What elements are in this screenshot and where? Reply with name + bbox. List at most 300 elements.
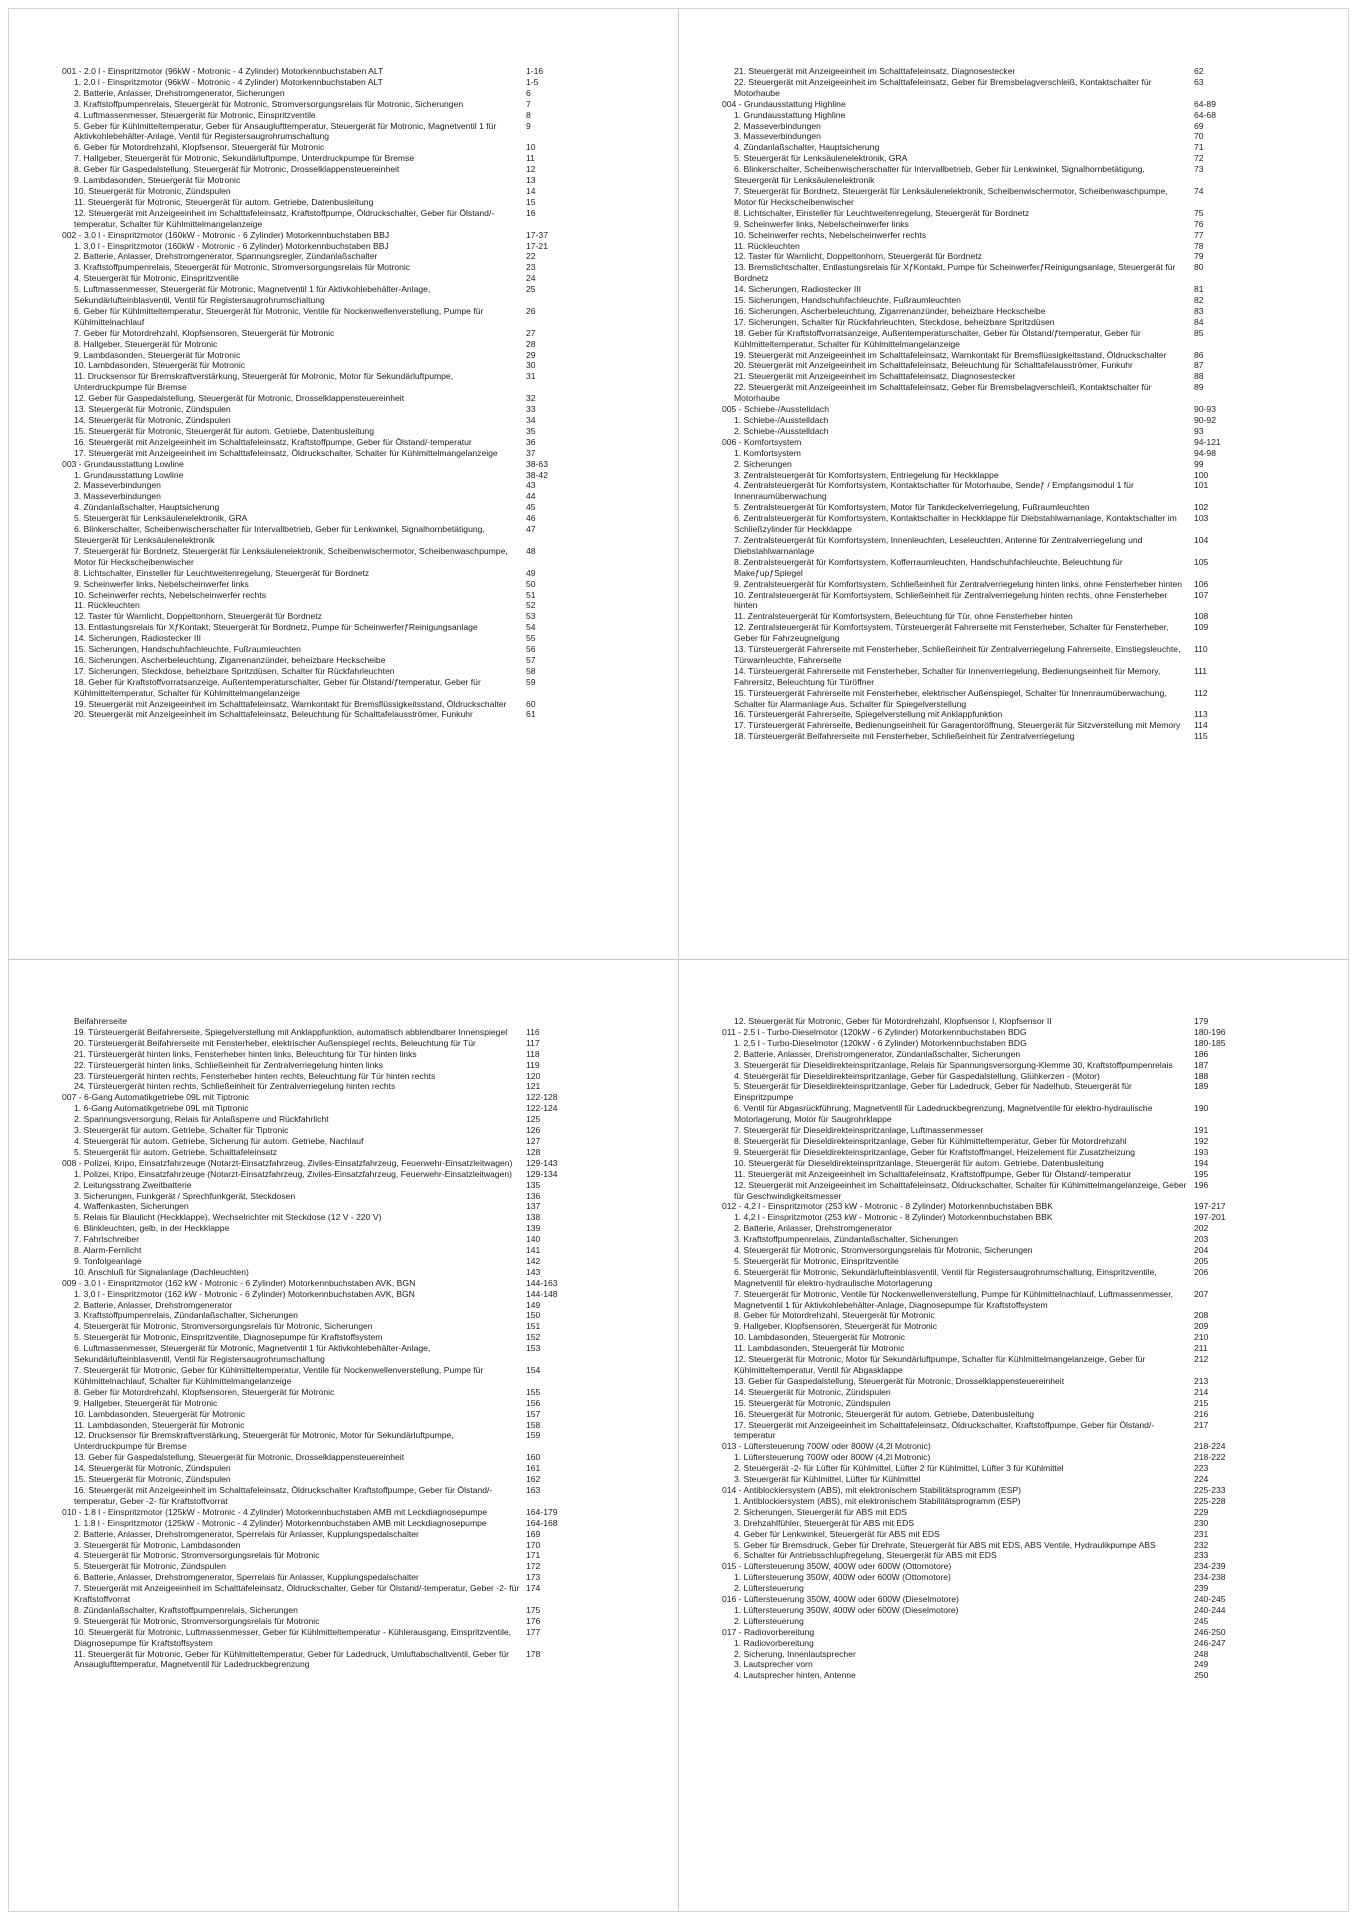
toc-entry-page: 111	[1194, 665, 1208, 676]
toc-entry-title: 1. 2.0 l - Einspritzmotor (96kW - Motronic - 4 Zylinder) Motorkennbuchstaben ALT	[74, 76, 383, 87]
toc-entry-title: 6. Luftmassenmesser, Steuergerät für Motronic, Magnetventil 1 für Aktivkohlebehälter-Anlage, Sekundärlufteinblasventil, Ventil für Registersaugrohrumschaltung	[74, 1343, 431, 1365]
toc-entry-page: 160	[526, 1452, 541, 1463]
toc-entry	[62, 241, 632, 252]
toc-entry	[722, 153, 1300, 164]
toc-entry-title: 9. Scheinwerfer links, Nebelscheinwerfer links	[74, 578, 249, 589]
toc-entry	[62, 328, 632, 339]
toc-entry	[62, 1463, 632, 1474]
toc-column-top-right	[722, 66, 1300, 916]
toc-entry	[62, 1343, 632, 1365]
toc-entry-title: 6. Geber für Motordrehzahl, Klopfsensor, Steuergerät für Motronic	[74, 142, 325, 153]
toc-entry	[722, 1659, 1300, 1670]
toc-entry-page: 84	[1194, 316, 1204, 327]
toc-entry-page: 31	[526, 371, 536, 382]
toc-entry	[722, 208, 1300, 219]
toc-entry-page: 15	[526, 196, 536, 207]
toc-entry-title: 002 - 3,0 l - Einspritzmotor (160kW - Motronic - 6 Zylinder) Motorkennbuchstaben BBJ	[62, 229, 390, 240]
toc-entry-title: 1. Grundausstattung Lowline	[74, 469, 184, 480]
toc-entry-title: 1. 3,0 l - Einspritzmotor (160kW - Motronic - 6 Zylinder) Motorkennbuchstaben BBJ	[74, 240, 389, 251]
toc-entry-page: 189	[1194, 1081, 1209, 1092]
toc-entry-page: 47	[526, 524, 536, 535]
toc-entry	[722, 720, 1300, 731]
toc-entry	[722, 1321, 1300, 1332]
toc-entry-title: 6. Blinkerschalter, Scheibenwischerschalter für Intervallbetrieb, Geber für Lenkwinkel, Signalhornbetätigung, Steuergerät für Lenksäulenelektronik	[74, 524, 485, 545]
toc-entry-page: 36	[526, 436, 536, 447]
toc-column-bottom-right	[722, 1016, 1300, 1896]
toc-entry-title: 6. Blinkleuchten, gelb, in der Heckklappe	[74, 1223, 230, 1234]
toc-entry-title: 16. Sicherungen, Ascherbeleuchtung, Zigarrenanzünder, beheizbare Heckscheibe	[734, 305, 1046, 316]
toc-entry-page: 76	[1194, 218, 1204, 229]
toc-entry	[62, 590, 632, 601]
toc-section	[62, 230, 632, 241]
toc-entry	[62, 360, 632, 371]
toc-entry-page: 159	[526, 1430, 541, 1441]
toc-entry-title: 19. Türsteuergerät Beifahrerseite, Spiegelverstellung mit Anklappfunktion, automatisch abblendbarer Innenspiegel	[74, 1026, 508, 1037]
toc-entry-page: 10	[526, 142, 536, 153]
toc-column-bottom-left	[62, 1016, 632, 1896]
toc-entry	[722, 1289, 1300, 1311]
toc-entry	[722, 1540, 1300, 1551]
toc-entry	[722, 1420, 1300, 1442]
toc-entry	[722, 1496, 1300, 1507]
toc-entry-page: 74	[1194, 185, 1204, 196]
toc-entry-page: 119	[526, 1059, 540, 1070]
toc-entry-page: 1-5	[526, 76, 539, 87]
toc-entry-title: 2. Masseverbindungen	[734, 120, 821, 131]
toc-entry-page: 46	[526, 513, 536, 524]
toc-entry	[62, 1420, 632, 1431]
toc-entry	[722, 1474, 1300, 1485]
toc-entry-title: 3. Masseverbindungen	[74, 491, 161, 502]
toc-entry-title: 005 - Schiebe-/Ausstelldach	[722, 404, 830, 415]
toc-entry-title: 4. Zentralsteuergerät für Komfortsystem, Kontaktschalter für Motorhaube, Sendeƒ / Empfangsmodul 1 für Innenraumüberwachung	[734, 480, 1134, 502]
toc-entry	[62, 502, 632, 513]
toc-entry-title: 13. Geber für Gaspedalstellung, Steuergerät für Motronic, Drosselklappensteuereinheit	[734, 1375, 1065, 1386]
toc-entry-title: 15. Steuergerät für Motronic, Zündspulen	[734, 1397, 891, 1408]
toc-entry	[722, 1103, 1300, 1125]
toc-entry-title: 8. Alarm-Fernlicht	[74, 1245, 142, 1256]
toc-entry-title: 8. Geber für Motordrehzahl, Steuergerät für Motronic	[734, 1310, 935, 1321]
toc-entry	[62, 1365, 632, 1387]
toc-entry-title: 10. Lambdasonden, Steuergerät für Motronic	[74, 1408, 246, 1419]
toc-entry	[62, 1049, 632, 1060]
toc-entry-title: 22. Türsteuergerät hinten links, Schließeinheit für Zentralverriegelung hinten links	[74, 1059, 383, 1070]
toc-entry	[722, 1518, 1300, 1529]
toc-entry-page: 54	[526, 622, 536, 633]
toc-entry-title: 3. Steuergerät für autom. Getriebe, Schalter für Tiptronic	[74, 1125, 289, 1136]
toc-entry-page: 210	[1194, 1332, 1209, 1343]
toc-entry	[62, 1321, 632, 1332]
toc-entry-title: 4. Geber für Lenkwinkel, Steuergerät für ABS mit EDS	[734, 1528, 940, 1539]
toc-entry-page: 117	[526, 1037, 540, 1048]
toc-entry-page: 153	[526, 1343, 541, 1354]
toc-entry-title: 3. Kraftstoffpumpenrelais, Steuergerät für Motronic, Stromversorgungsrelais für Motronic	[74, 262, 411, 273]
toc-entry	[62, 77, 632, 88]
toc-entry-page: 17-21	[526, 240, 548, 251]
toc-entry-title: 5. Steuergerät für Lenksäulenelektronik, GRA	[734, 153, 908, 164]
toc-entry	[62, 1649, 632, 1671]
toc-entry	[62, 513, 632, 524]
horizontal-divider	[8, 959, 1349, 960]
toc-entry	[722, 1550, 1300, 1561]
toc-entry-title: 10. Anschluß für Signalanlage (Dachleuchten)	[74, 1266, 249, 1277]
toc-entry-title: 1. Grundausstattung Highline	[734, 109, 846, 120]
toc-entry	[722, 1071, 1300, 1082]
toc-entry-title: 1. 3,0 l - Einspritzmotor (162 kW - Motronic - 6 Zylinder) Motorkennbuchstaben AVK, BGN	[74, 1288, 415, 1299]
toc-entry-title: 4. Waffenkasten, Sicherungen	[74, 1201, 189, 1212]
toc-entry	[62, 1289, 632, 1300]
toc-entry-page: 141	[526, 1245, 541, 1256]
toc-entry	[722, 1049, 1300, 1060]
toc-entry-page: 94-98	[1194, 447, 1216, 458]
toc-entry-title: 2. Lüftersteuerung	[734, 1615, 804, 1626]
toc-entry-page: 150	[526, 1310, 541, 1321]
toc-entry-page: 115	[1194, 731, 1208, 742]
toc-entry-title: 15. Sicherungen, Handschuhfachleuchte, Fußraumleuchten	[734, 295, 961, 306]
toc-entry-title: 3. Steuergerät für Dieseldirekteinspritzanlage, Relais für Spannungsversorgung-Klemme 30, Kraftstoffpumpenrelais	[734, 1059, 1173, 1070]
toc-entry-title: 2. Batterie, Anlasser, Drehstromgenerator, Zündanlaßschalter, Sicherungen	[734, 1048, 1021, 1059]
toc-entry-page: 16	[526, 207, 536, 218]
toc-entry	[62, 1180, 632, 1191]
toc-section	[62, 1507, 632, 1518]
toc-entry-title: 8. Zündanlaßschalter, Kraftstoffpumpenrelais, Sicherungen	[74, 1604, 298, 1615]
toc-section	[62, 1092, 632, 1103]
toc-section	[722, 437, 1300, 448]
toc-entry-page: 171	[526, 1550, 541, 1561]
toc-entry	[722, 1409, 1300, 1420]
toc-entry-title: 009 - 3,0 l - Einspritzmotor (162 kW - Motronic - 6 Zylinder) Motorkennbuchstaben AVK, BGN	[62, 1277, 416, 1288]
toc-entry-title: 1. Lüftersteuerung 700W oder 800W (4,2l Motronic)	[734, 1452, 931, 1463]
toc-entry	[62, 1518, 632, 1529]
toc-entry	[722, 121, 1300, 132]
toc-column-top-left	[62, 66, 632, 916]
toc-entry	[62, 1310, 632, 1321]
toc-entry-page: 215	[1194, 1397, 1209, 1408]
toc-entry-page: 48	[526, 545, 536, 556]
toc-entry-page: 106	[1194, 578, 1209, 589]
toc-entry-title: 4. Steuergerät für Motronic, Stromversorgungsrelais für Motronic	[74, 1550, 320, 1561]
toc-entry-page: 232	[1194, 1539, 1209, 1550]
toc-entry-title: 016 - Lüftersteuerung 350W, 400W oder 600W (Dieselmotore)	[722, 1594, 959, 1605]
toc-entry	[62, 1191, 632, 1202]
toc-entry	[62, 197, 632, 208]
toc-entry	[722, 1223, 1300, 1234]
toc-entry-title: 001 - 2.0 l - Einspritzmotor (96kW - Motronic - 4 Zylinder) Motorkennbuchstaben ALT	[62, 66, 384, 76]
toc-entry	[62, 1398, 632, 1409]
toc-entry-title: 13. Geber für Gaspedalstellung, Steuergerät für Motronic, Drosselklappensteuereinheit	[74, 1452, 405, 1463]
toc-entry-title: 10. Scheinwerfer rechts, Nebelscheinwerfer rechts	[74, 589, 267, 600]
toc-entry-page: 249	[1194, 1659, 1209, 1670]
toc-entry-title: 7. Geber für Motordrehzahl, Klopfsensoren, Steuergerät für Motronic	[74, 327, 335, 338]
toc-entry-title: 7. Hallgeber, Steuergerät für Motronic, Sekundärluftpumpe, Unterdruckpumpe für Bremse	[74, 153, 415, 164]
toc-entry-title: 6. Schalter für Antriebsschlupfregelung, Steuergerät für ABS mit EDS	[734, 1550, 997, 1561]
toc-entry	[62, 1300, 632, 1311]
toc-entry-title: 17. Steuergerät mit Anzeigeeinheit im Schalttafeleinsatz, Öldruckschalter, Schalter für Kühlmittelmangelanzeige	[74, 447, 498, 458]
toc-entry-title: 1. Lüftersteuerung 350W, 400W oder 600W (Dieselmotore)	[734, 1604, 959, 1615]
toc-entry-title: 17. Sicherungen, Steckdose, beheizbare Spritzdüsen, Schalter für Rückfahrleuchten	[74, 665, 395, 676]
toc-entry-title: 2. Batterie, Anlasser, Drehstromgenerator	[74, 1299, 233, 1310]
toc-entry-page: 218-222	[1194, 1452, 1226, 1463]
toc-entry-title: 7. Steuergerät für Bordnetz, Steuergerät für Lenksäulenelektronik, Scheibenwischermotor, Scheibenwaschpumpe, Motor für Heckscheibenwischer	[734, 185, 1168, 207]
toc-entry	[722, 557, 1300, 579]
toc-entry	[62, 99, 632, 110]
toc-entry	[722, 709, 1300, 720]
toc-entry-page: 85	[1194, 327, 1204, 338]
toc-entry-title: 15. Steuergerät für Motronic, Zündspulen	[74, 1474, 231, 1485]
toc-entry-page: 57	[526, 654, 536, 665]
toc-entry-title: 5. Steuergerät für autom. Getriebe, Schalttafeleinsatz	[74, 1146, 278, 1157]
toc-entry-title: 4. Steuergerät für Motronic, Einspritzventile	[74, 273, 239, 284]
toc-entry	[62, 153, 632, 164]
toc-entry-page: 202	[1194, 1223, 1209, 1234]
toc-entry	[62, 415, 632, 426]
toc-entry-page: 49	[526, 567, 536, 578]
toc-entry-page: 60	[526, 698, 536, 709]
toc-entry-page: 14	[526, 185, 536, 196]
toc-entry	[722, 241, 1300, 252]
toc-entry-page: 9	[526, 120, 531, 131]
toc-entry-page: 180-196	[1194, 1026, 1226, 1037]
toc-entry-title: 3. Lautsprecher vorn	[734, 1659, 813, 1670]
toc-entry-page: 26	[526, 305, 536, 316]
toc-entry	[62, 1027, 632, 1038]
toc-entry-page: 38-42	[526, 469, 548, 480]
toc-entry-page: 234-239	[1194, 1561, 1226, 1572]
toc-entry	[722, 1038, 1300, 1049]
toc-entry-page: 81	[1194, 284, 1204, 295]
toc-entry	[722, 371, 1300, 382]
toc-entry-page: 128	[526, 1146, 541, 1157]
toc-entry-title: 21. Steuergerät mit Anzeigeeinheit im Schalttafeleinsatz, Diagnosestecker	[734, 371, 1016, 382]
toc-entry	[62, 644, 632, 655]
toc-entry-page: 246-247	[1194, 1637, 1226, 1648]
toc-entry	[722, 1398, 1300, 1409]
toc-entry-page: 86	[1194, 349, 1204, 360]
toc-entry	[722, 1147, 1300, 1158]
toc-entry-title: 11. Lambdasonden, Steuergerät für Motronic	[734, 1343, 905, 1354]
toc-entry	[722, 77, 1300, 99]
toc-entry-page: 223	[1194, 1463, 1209, 1474]
toc-entry-title: 2. Sicherung, Innenlautsprecher	[734, 1648, 856, 1659]
toc-entry-page: 8	[526, 109, 531, 120]
toc-entry-page: 109	[1194, 622, 1209, 633]
toc-entry-page: 108	[1194, 611, 1209, 622]
toc-entry-title: 6. Geber für Kühlmitteltemperatur, Steuergerät für Motronic, Ventile für Nockenwellenverstellung, Pumpe für Kühlmittelnachlauf	[74, 305, 484, 327]
toc-entry-page: 107	[1194, 589, 1209, 600]
toc-entry-title: 1. Lüftersteuerung 350W, 400W oder 600W (Ottomotore)	[734, 1572, 951, 1583]
toc-entry-page: 246-250	[1194, 1626, 1226, 1637]
toc-entry	[722, 502, 1300, 513]
toc-entry	[722, 1267, 1300, 1289]
toc-entry-page: 152	[526, 1332, 541, 1343]
toc-entry-page: 212	[1194, 1354, 1209, 1365]
toc-entry-title: 4. Steuergerät für autom. Getriebe, Sicherung für autom. Getriebe, Nachlauf	[74, 1135, 364, 1146]
toc-entry	[722, 1332, 1300, 1343]
toc-entry-title: 12. Taster für Warnlicht, Doppeltonhorn, Steuergerät für Bordnetz	[734, 251, 982, 262]
toc-entry-page: 178	[526, 1648, 541, 1659]
toc-entry-title: 008 - Polizei, Kripo, Einsatzfahrzeuge (Notarzt-Einsatzfahrzeug, Ziviles-Einsatzfahrzeug, Feuerwehr-Einsatzleitwagen)	[62, 1157, 513, 1168]
toc-entry-page: 104	[1194, 534, 1209, 545]
toc-entry-title: 14. Steuergerät für Motronic, Zündspulen	[734, 1386, 891, 1397]
toc-entry	[722, 317, 1300, 328]
toc-entry-page: 186	[1194, 1048, 1209, 1059]
toc-entry-page: 140	[526, 1234, 541, 1245]
toc-entry-title: 20. Steuergerät mit Anzeigeeinheit im Schalttafeleinsatz, Beleuchtung für Schalttafelausströmer, Funkuhr	[734, 360, 1133, 371]
toc-entry-page: 206	[1194, 1266, 1209, 1277]
toc-entry-title: 013 - Lüftersteuerung 700W oder 800W (4,2l Motronic)	[722, 1441, 931, 1452]
toc-entry-title: 1. 1.8 l - Einspritzmotor (125kW - Motronic - 4 Zylinder) Motorkennbuchstaben AMB mit Leckdiagnosepumpe	[74, 1517, 487, 1528]
toc-entry-title: 2. Schiebe-/Ausstelldach	[734, 425, 829, 436]
toc-entry-title: 1. 6-Gang Automatikgetriebe 09L mit Tiptronic	[74, 1103, 249, 1114]
toc-entry	[722, 1060, 1300, 1071]
toc-entry	[722, 1256, 1300, 1267]
toc-entry-title: 16. Sicherungen, Ascherbeleuchtung, Zigarrenanzünder, beheizbare Heckscheibe	[74, 654, 386, 665]
toc-entry-title: 9. Hallgeber, Steuergerät für Motronic	[74, 1397, 218, 1408]
toc-entry	[722, 1376, 1300, 1387]
toc-entry-page: 64-89	[1194, 98, 1216, 109]
toc-entry-page: 157	[526, 1408, 541, 1419]
toc-entry-title: 12. Steuergerät für Motronic, Motor für Sekundärluftpumpe, Schalter für Kühlmittelmangelanzeige, Geber für Kühlmitteltemperatur, Ventil für Abgasklappe	[734, 1354, 1146, 1375]
toc-entry-page: 35	[526, 425, 536, 436]
toc-entry-title: 11. Zentralsteuergerät für Komfortsystem, Beleuchtung für Tür, ohne Fensterheber hinten	[734, 611, 1073, 622]
toc-entry	[722, 262, 1300, 284]
toc-entry	[62, 1136, 632, 1147]
toc-entry-page: 196	[1194, 1179, 1209, 1190]
toc-entry-page: 62	[1194, 66, 1204, 76]
toc-entry-page: 211	[1194, 1343, 1208, 1354]
toc-entry	[722, 1234, 1300, 1245]
toc-entry-page: 240-245	[1194, 1594, 1226, 1605]
toc-entry	[722, 513, 1300, 535]
toc-entry-page: 240-244	[1194, 1604, 1226, 1615]
toc-entry	[722, 360, 1300, 371]
toc-entry-page: 25	[526, 284, 536, 295]
toc-entry	[722, 1670, 1300, 1681]
toc-entry-page: 17-37	[526, 229, 548, 240]
toc-entry-page: 79	[1194, 251, 1204, 262]
toc-entry	[62, 633, 632, 644]
toc-section	[722, 99, 1300, 110]
toc-entry-page: 162	[526, 1474, 541, 1485]
toc-entry	[62, 568, 632, 579]
toc-entry	[722, 306, 1300, 317]
toc-entry-page: 174	[526, 1583, 541, 1594]
toc-entry-title: 24. Türsteuergerät hinten rechts, Schließeinheit für Zentralverriegelung hinten rechts	[74, 1081, 396, 1092]
toc-entry	[722, 1354, 1300, 1376]
toc-section	[722, 1627, 1300, 1638]
toc-entry	[722, 535, 1300, 557]
toc-entry-page: 225-233	[1194, 1484, 1226, 1495]
toc-entry	[722, 480, 1300, 502]
toc-entry-page: 11	[526, 153, 535, 164]
toc-entry-page: 51	[526, 589, 536, 600]
toc-entry-title: 8. Zentralsteuergerät für Komfortsystem, Kofferraumleuchten, Handschuhfachleuchte, Beleuchtung für MakeƒupƒSpiegel	[734, 556, 1123, 578]
toc-entry	[722, 1649, 1300, 1660]
toc-entry-title: 2. Leitungsstrang Zweitbatterie	[74, 1179, 192, 1190]
toc-entry	[722, 448, 1300, 459]
toc-entry-title: 4. Luftmassenmesser, Steuergerät für Motronic, Einspritzventile	[74, 109, 316, 120]
toc-entry-title: 22. Steuergerät mit Anzeigeeinheit im Schalttafeleinsatz, Geber für Bremsbelagverschleiß, Kontaktschalter für Motorhaube	[734, 382, 1152, 404]
toc-entry-page: 180-185	[1194, 1037, 1226, 1048]
toc-entry	[722, 1507, 1300, 1518]
toc-entry-page: 112	[1194, 687, 1208, 698]
toc-entry-page: 59	[526, 676, 536, 687]
toc-entry-title: 12. Taster für Warnlicht, Doppeltonhorn, Steuergerät für Bordnetz	[74, 611, 322, 622]
toc-entry	[62, 175, 632, 186]
toc-entry-page: 139	[526, 1223, 541, 1234]
toc-entry	[722, 186, 1300, 208]
toc-entry	[722, 1387, 1300, 1398]
toc-entry-title: 18. Türsteuergerät Beifahrerseite mit Fensterheber, Schließeinheit für Zentralverriegelung	[734, 731, 1075, 742]
toc-entry-title: 9. Tonfolgeanlage	[74, 1255, 142, 1266]
toc-entry-page: 190	[1194, 1103, 1209, 1114]
toc-entry-title: 10. Scheinwerfer rechts, Nebelscheinwerfer rechts	[734, 229, 927, 240]
toc-entry-page: 94-121	[1194, 436, 1221, 447]
toc-entry-title: 6. Zentralsteuergerät für Komfortsystem, Kontaktschalter in Heckklappe für Diebstahlwarnanlage, Kontaktschalter im Schließzylinder für Heckklappe	[734, 513, 1177, 535]
toc-entry	[722, 350, 1300, 361]
toc-entry	[722, 1180, 1300, 1202]
toc-entry	[722, 579, 1300, 590]
toc-entry-title: 20. Steuergerät mit Anzeigeeinheit im Schalttafeleinsatz, Beleuchtung für Schalttafelausströmer, Funkuhr	[74, 709, 473, 720]
toc-entry	[62, 284, 632, 306]
toc-entry-page: 93	[1194, 425, 1204, 436]
toc-entry-page: 33	[526, 404, 536, 415]
toc-entry-page: 113	[1194, 709, 1208, 720]
toc-entry	[62, 1212, 632, 1223]
toc-section	[722, 1594, 1300, 1605]
toc-entry	[62, 350, 632, 361]
toc-entry-title: 17. Steuergerät mit Anzeigeeinheit im Schalttafeleinsatz, Öldruckschalter, Kraftstoffpumpe, Geber für Ölstand/-temperatur	[734, 1419, 1155, 1441]
toc-entry-title: 10. Steuergerät für Motronic, Luftmassenmesser, Geber für Kühlmitteltemperatur - Kühlerausgang, Einspritzventile, Diagnosepumpe für Kraftstoffsystem	[74, 1626, 512, 1648]
toc-entry	[62, 404, 632, 415]
toc-entry-page: 90-92	[1194, 415, 1216, 425]
toc-entry-page: 75	[1194, 207, 1204, 218]
toc-entry	[62, 546, 632, 568]
toc-entry-title: 9. Steuergerät für Dieseldirekteinspritzanlage, Geber für Kraftstoffmangel, Heizelement für Zusatzheizung	[734, 1146, 1136, 1157]
toc-entry-title: 3. Kraftstoffpumpenrelais, Zündanlaßschalter, Sicherungen	[74, 1310, 298, 1321]
toc-entry-page: 56	[526, 644, 536, 655]
toc-entry-title: 7. Steuergerät für Bordnetz, Steuergerät für Lenksäulenelektronik, Scheibenwischermotor, Scheibenwaschpumpe, Motor für Heckscheibenwischer	[74, 545, 508, 567]
toc-entry	[62, 393, 632, 404]
toc-entry-title: 3. Zentralsteuergerät für Komfortsystem, Entriegelung für Heckklappe	[734, 469, 999, 480]
toc-entry-page: 53	[526, 611, 536, 622]
toc-entry-page: 116	[526, 1026, 540, 1037]
toc-entry-title: 10. Steuergerät für Motronic, Zündspulen	[74, 185, 231, 196]
toc-entry	[722, 1616, 1300, 1627]
toc-entry-page: 37	[526, 447, 536, 458]
toc-entry-title: 16. Steuergerät mit Anzeigeeinheit im Schalttafeleinsatz, Öldruckschalter Kraftstoffpumpe, Geber für Ölstand/-temperatur, Geber -2- für Kraftstoffvorrat	[74, 1484, 493, 1506]
toc-entry-page: 22	[526, 251, 536, 262]
toc-entry-title: 8. Hallgeber, Steuergerät für Motronic	[74, 338, 218, 349]
toc-entry	[722, 1452, 1300, 1463]
toc-entry-title: 1. Polizei, Kripo, Einsatzfahrzeuge (Notarzt-Einsatzfahrzeug, Ziviles-Einsatzfahrzeug, Feuerwehr-Einsatzleitwagen)	[74, 1168, 513, 1179]
toc-entry-page: 156	[526, 1397, 541, 1408]
toc-entry	[62, 1605, 632, 1616]
toc-entry-page: 89	[1194, 382, 1204, 393]
toc-entry	[722, 131, 1300, 142]
toc-entry-page: 239	[1194, 1583, 1209, 1594]
toc-entry-page: 172	[526, 1561, 541, 1572]
toc-entry-title: 19. Steuergerät mit Anzeigeeinheit im Schalttafeleinsatz, Warnkontakt für Bremsflüssigkeitsstand, Öldruckschalter	[734, 349, 1167, 360]
toc-entry-page: 225-228	[1194, 1495, 1226, 1506]
toc-entry	[62, 1540, 632, 1551]
toc-entry	[62, 164, 632, 175]
toc-entry-title: 14. Türsteuergerät Fahrerseite mit Fensterheber, Schalter für Innenverriegelung, Bedienungseinheit für Memory, Fahrersitz, Beleuchtung für Türöffner	[734, 665, 1161, 687]
toc-entry-page: 151	[526, 1321, 541, 1332]
toc-entry-title: 15. Türsteuergerät Fahrerseite mit Fensterheber, elektrischer Außenspiegel, Schalter für Innenraumüberwachung, Schalter für Alarmanlage Aus, Schalter für Spiegelverstellung	[734, 687, 1167, 709]
toc-entry-title: 12. Zentralsteuergerät für Komfortsystem, Türsteuergerät Fahrerseite mit Fensterheber, Schalter für Fensterheber, Geber für Fahrzeugneigung	[734, 622, 1169, 644]
toc-entry-title: 011 - 2.5 l - Turbo-Dieselmotor (120kW - 6 Zylinder) Motorkennbuchstaben BDG	[722, 1026, 1027, 1037]
